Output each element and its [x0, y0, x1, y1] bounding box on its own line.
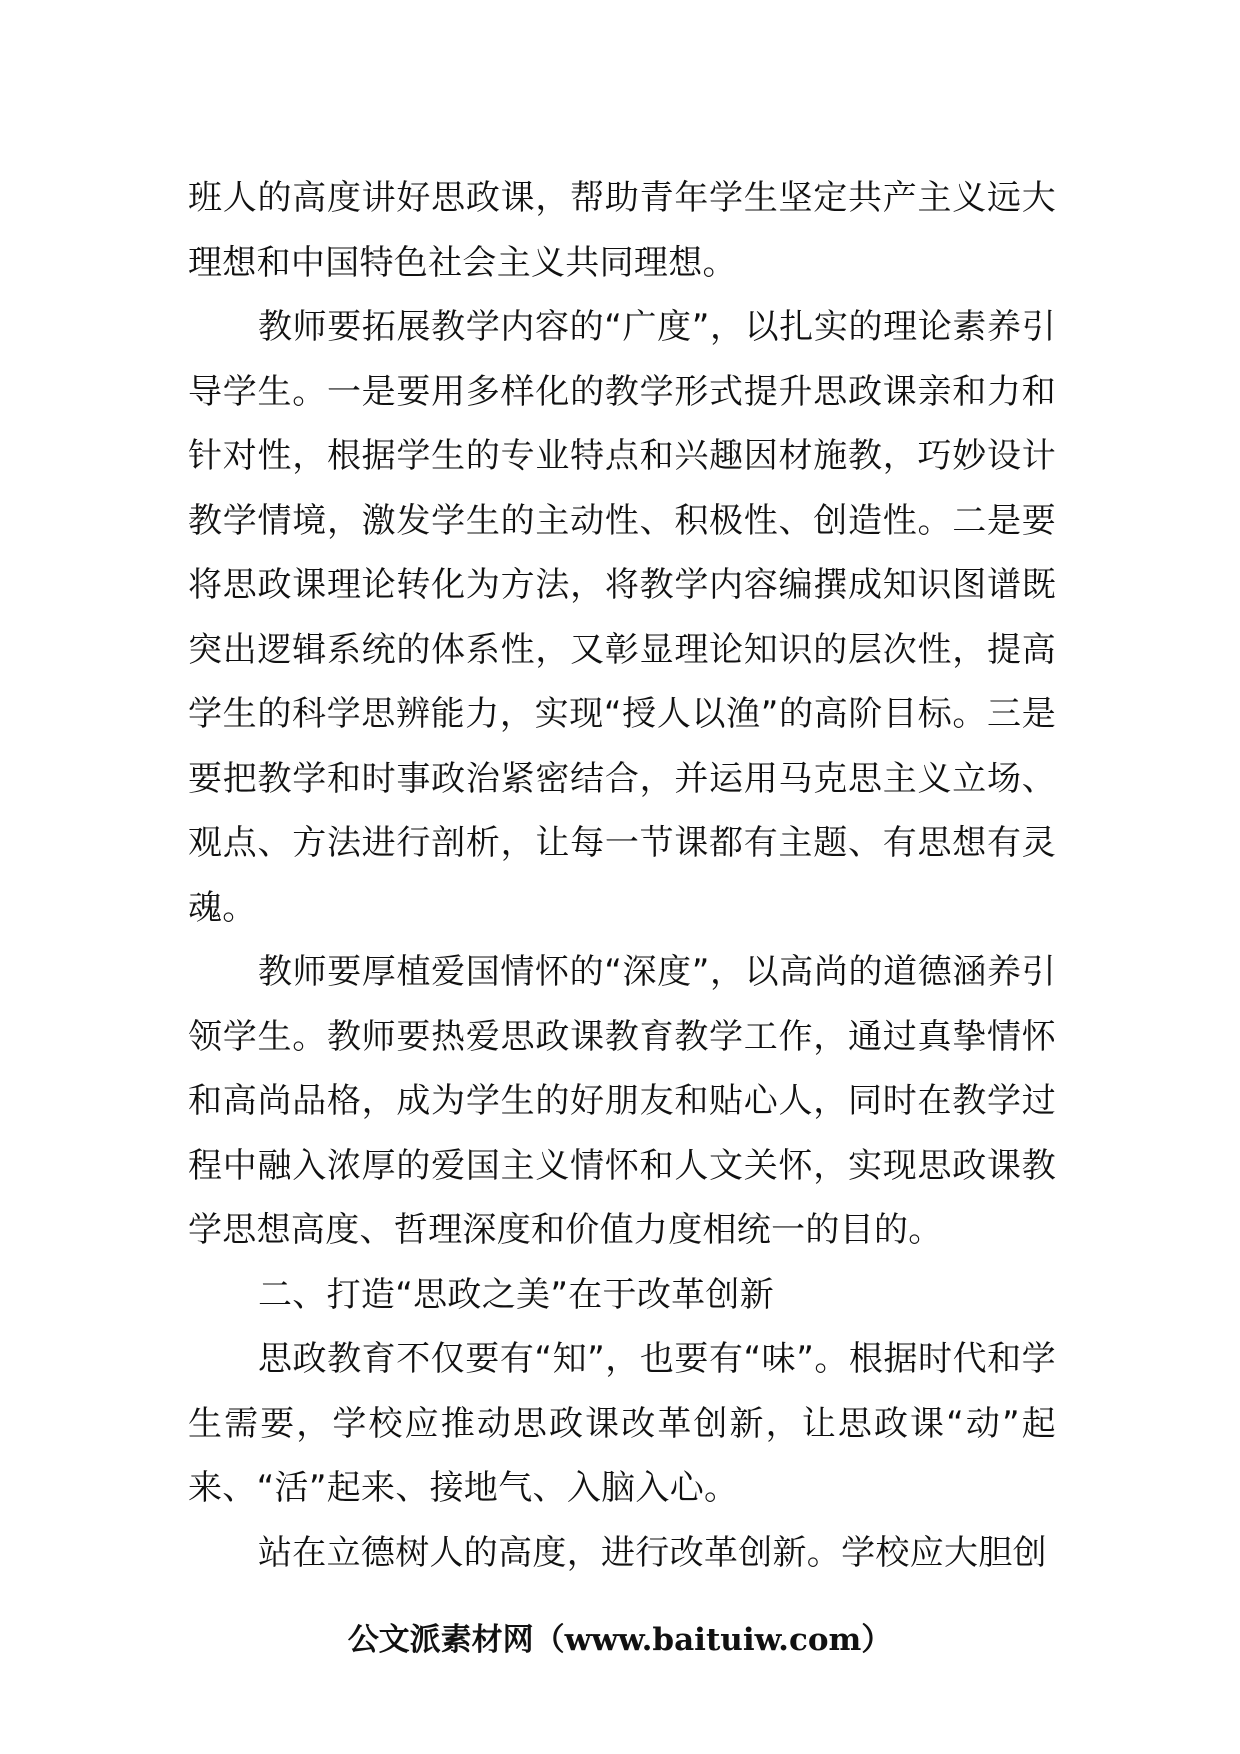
paragraph-continuation: 班人的高度讲好思政课，帮助青年学生坚定共产主义远大理想和中国特色社会主义共同理想。 [188, 178, 1056, 283]
paragraph-innovation: 站在立德树人的高度，进行改革创新。学校应大胆创 [258, 1532, 1047, 1573]
section-heading: 二、打造“思政之美”在于改革创新 [258, 1274, 775, 1315]
paragraph-breadth: 教师要拓展教学内容的“广度”，以扎实的理论素养引导学生。一是要用多样化的教学形式提升思政课亲和力和针对性，根据学生的专业特点和兴趣因材施教，巧妙设计教学情境，激发学生的主动性、积极性、创造性。二是要将思政课理论转化为方法，将教学内容编撰成知识图谱既突出逻辑系统的体系性，又彰显理论知识的层次性，提高学生的科学思辨能力，实现“授人以渔”的高阶目标。三是要把教学和时事政治紧密结合，并运用马克思主义立场、观点、方法进行剖析，让每一节课都有主题、有思想有灵魂。 [188, 307, 1056, 928]
document-body [188, 166, 1056, 1585]
paragraph-depth: 教师要厚植爱国情怀的“深度”，以高尚的道德涵养引领学生。教师要热爱思政课教育教学工作，通过真挚情怀和高尚品格，成为学生的好朋友和贴心人，同时在教学过程中融入浓厚的爱国主义情怀和人文关怀，实现思政课教学思想高度、哲理深度和价值力度相统一的目的。 [188, 952, 1056, 1250]
paragraph-reform: 思政教育不仅要有“知”，也要有“味”。根据时代和学生需要，学校应推动思政课改革创新，让思政课“动”起来、“活”起来、接地气、入脑入心。 [188, 1339, 1056, 1508]
footer-watermark: 公文派素材网（www.baituiw.com） [347, 1622, 893, 1658]
